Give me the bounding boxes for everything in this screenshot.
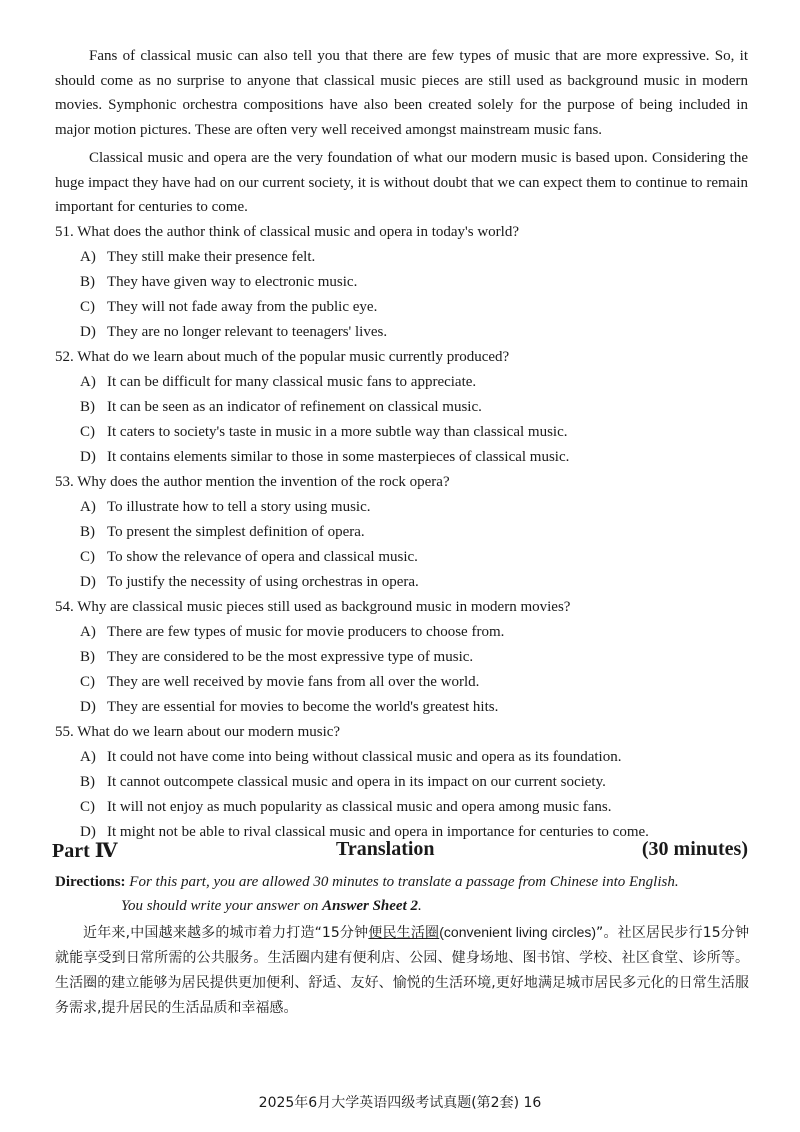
question-52-option-a[interactable] — [55, 370, 755, 395]
directions — [55, 870, 755, 918]
option-letter: C) — [80, 424, 95, 440]
option-letter: A) — [80, 249, 96, 265]
question-55-option-b[interactable] — [55, 770, 755, 795]
option-text: It caters to society's taste in music in a more subtle way than classical music. — [107, 424, 568, 440]
directions-line-1 — [55, 870, 755, 894]
option-letter: D) — [80, 574, 96, 590]
question-number: 52. — [55, 349, 74, 365]
question-stem: What do we learn about our modern music? — [77, 724, 341, 740]
option-text: It might not be able to rival classical music and opera in importance for centuries to come. — [107, 824, 649, 840]
question-54-option-c[interactable] — [55, 670, 755, 695]
question-55-option-c[interactable] — [55, 795, 755, 820]
answer-sheet-ref: Answer Sheet 2 — [322, 898, 418, 914]
question-stem: Why does the author mention the invention of the rock opera? — [77, 474, 450, 490]
question-54-option-b[interactable] — [55, 645, 755, 670]
directions-line-2 — [55, 894, 755, 918]
part-label: Part Ⅳ — [52, 840, 118, 862]
question-53 — [55, 470, 755, 495]
directions-label: Directions: — [55, 874, 126, 890]
question-list — [55, 220, 755, 845]
option-letter: B) — [80, 774, 95, 790]
question-52-option-c[interactable] — [55, 420, 755, 445]
option-letter: C) — [80, 674, 95, 690]
option-text: They will not fade away from the public eye. — [107, 299, 378, 315]
option-letter: D) — [80, 824, 96, 840]
option-letter: A) — [80, 749, 96, 765]
question-number: 51. — [55, 224, 74, 240]
option-letter: C) — [80, 549, 95, 565]
option-letter: B) — [80, 524, 95, 540]
question-number: 55. — [55, 724, 74, 740]
question-51-option-c[interactable] — [55, 295, 755, 320]
option-letter: D) — [80, 324, 96, 340]
question-number: 54. — [55, 599, 74, 615]
option-text: There are few types of music for movie producers to choose from. — [107, 624, 505, 640]
option-text: It can be difficult for many classical music fans to appreciate. — [107, 374, 477, 390]
option-letter: A) — [80, 624, 96, 640]
option-text: They are essential for movies to become the world's greatest hits. — [107, 699, 499, 715]
option-text: They are well received by movie fans from all over the world. — [107, 674, 480, 690]
question-52 — [55, 345, 755, 370]
option-text: It could not have come into being without classical music and opera as its foundation. — [107, 749, 622, 765]
option-letter: D) — [80, 699, 96, 715]
option-text: It cannot outcompete classical music and opera in its impact on our current society. — [107, 774, 606, 790]
part-time: (30 minutes) — [641, 838, 748, 860]
option-text: To show the relevance of opera and classical music. — [107, 549, 418, 565]
option-text: They still make their presence felt. — [107, 249, 316, 265]
question-54-option-d[interactable] — [55, 695, 755, 720]
question-53-option-d[interactable] — [55, 570, 755, 595]
option-letter: B) — [80, 274, 95, 290]
question-stem: What does the author think of classical music and opera in today's world? — [77, 224, 519, 240]
chinese-passage-text — [55, 920, 749, 1021]
passage-paragraph-1 — [55, 44, 748, 142]
question-stem: What do we learn about much of the popular music currently produced? — [77, 349, 510, 365]
option-letter: B) — [80, 649, 95, 665]
option-text: It contains elements similar to those in some masterpieces of classical music. — [107, 449, 570, 465]
option-text: They are no longer relevant to teenagers' lives. — [107, 324, 388, 340]
directions-end: . — [418, 898, 422, 914]
part-title: Translation — [336, 838, 435, 860]
option-text: To justify the necessity of using orchestras in opera. — [107, 574, 419, 590]
passage-paragraph-2-text: Classical music and opera are the very foundation of what our modern music is based upon. Considering the huge impact they have had on our current society, it is without doubt that we can expect them to continue to remain important for centuries to come. — [55, 150, 748, 215]
question-54 — [55, 595, 755, 620]
option-letter: B) — [80, 399, 95, 415]
option-text: They are considered to be the most expressive type of music. — [107, 649, 474, 665]
option-text: To illustrate how to tell a story using music. — [107, 499, 371, 515]
option-text: It can be seen as an indicator of refinement on classical music. — [107, 399, 482, 415]
english-term: (convenient living circles) — [439, 924, 597, 940]
option-text: They have given way to electronic music. — [107, 274, 358, 290]
question-51-option-a[interactable] — [55, 245, 755, 270]
option-letter: C) — [80, 799, 95, 815]
option-letter: A) — [80, 499, 96, 515]
question-51-option-d[interactable] — [55, 320, 755, 345]
directions-text: For this part, you are allowed 30 minutes to translate a passage from Chinese into English. — [129, 874, 679, 890]
question-54-option-a[interactable] — [55, 620, 755, 645]
chinese-text-after: ”。社区居民步行15分钟就能享受到日常所需的公共服务。生活圈内建有便利店、公园、健身场地、图书馆、学校、社区食堂、诊所等。生活圈的建立能够为居民提供更加便利、舒适、友好、愉悦的生活环境,更好地满足城市居民多元化的日常生活服务需求,提升居民的生活品质和幸福感。 — [55, 925, 749, 1016]
option-text: It will not enjoy as much popularity as classical music and opera among music fans. — [107, 799, 612, 815]
question-53-option-a[interactable] — [55, 495, 755, 520]
question-55-option-a[interactable] — [55, 745, 755, 770]
question-55 — [55, 720, 755, 745]
page-footer: 2025年6月大学英语四级考试真题(第2套) 16 — [258, 1095, 542, 1111]
option-letter: A) — [80, 374, 96, 390]
question-number: 53. — [55, 474, 74, 490]
question-52-option-b[interactable] — [55, 395, 755, 420]
passage-paragraph-2 — [55, 146, 748, 220]
question-53-option-c[interactable] — [55, 545, 755, 570]
part-header — [52, 838, 748, 868]
directions-text-2: You should write your answer on — [121, 898, 319, 914]
question-stem: Why are classical music pieces still used as background music in modern movies? — [77, 599, 571, 615]
option-letter: C) — [80, 299, 95, 315]
question-52-option-d[interactable] — [55, 445, 755, 470]
question-53-option-b[interactable] — [55, 520, 755, 545]
chinese-text-before: 近年来,中国越来越多的城市着力打造“15分钟 — [83, 925, 369, 941]
question-51-option-b[interactable] — [55, 270, 755, 295]
option-text: To present the simplest definition of opera. — [107, 524, 365, 540]
chinese-passage — [55, 920, 749, 1021]
option-letter: D) — [80, 449, 96, 465]
passage-paragraph-1-text: Fans of classical music can also tell you that there are few types of music that are more expressive. So, it should come as no surprise to anyone that classical music pieces are still used as background music in modern movies. Symphonic orchestra compositions have also been created solely for the purpose of being included in major motion pictures. These are often very well received amongst mainstream music fans. — [55, 48, 748, 138]
question-51 — [55, 220, 755, 245]
chinese-key-term: 便民生活圈 — [368, 925, 440, 941]
